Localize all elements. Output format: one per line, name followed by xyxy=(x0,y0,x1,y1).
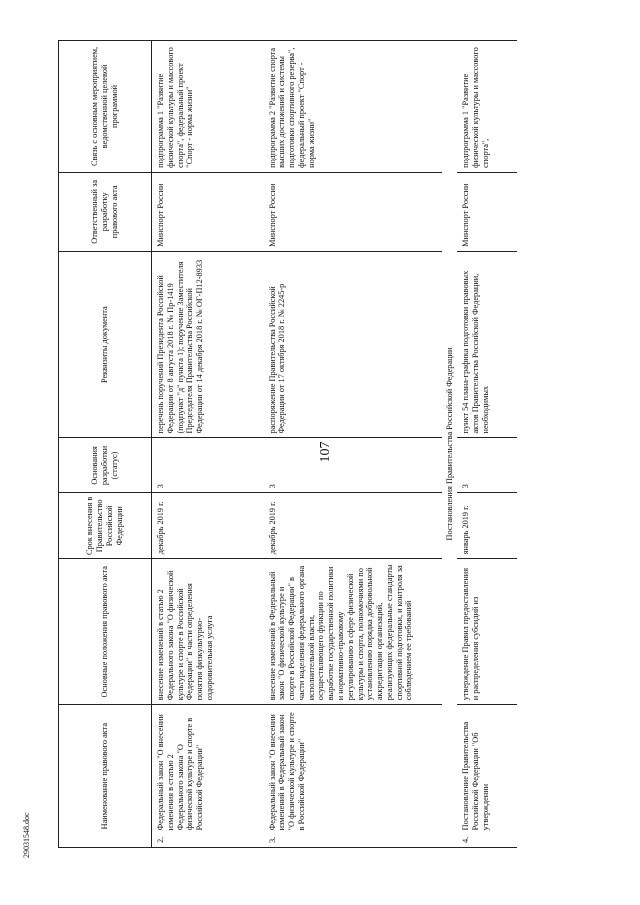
row-number: 4. xyxy=(457,834,517,847)
rotated-table-container xyxy=(58,40,606,848)
header-osnovaniya: Основания разработки (статус) xyxy=(59,438,152,493)
header-srok: Срок внесения в Правительство Российской Федерации xyxy=(59,493,152,559)
section-row xyxy=(442,41,458,848)
footer-filename: 29031548.doc xyxy=(22,812,31,858)
act-deadline: январь 2019 г. xyxy=(457,493,517,559)
act-name: Постановление Правительства Российской Федерации "Об утверждении xyxy=(457,705,517,835)
header-svyaz: Связь с основным мероприятием, ведомственной целевой программой xyxy=(59,41,152,173)
act-basis: 3 xyxy=(457,438,517,493)
page-number: 107 xyxy=(318,441,333,463)
act-provisions: внесение изменений в Федеральный закон "О физической культуре и спорте в Российской Федерации" в части наделения федерального органа исполнительной власти, осуществляющего функции по выработке государственной политики и нормативно-правовому регулированию в сфере физической культуры и спорта, полномочиями по установлению порядка добровольной аккредитации организаций, реализующих федеральные стандарты спортивной подготовки, и контроля за соблюдением ее требований xyxy=(264,559,442,705)
act-basis: 3 xyxy=(264,438,442,493)
table-row xyxy=(457,41,517,848)
act-responsible: Минспорт России xyxy=(457,172,517,251)
act-link: подпрограмма 2 "Развитие спорта высших достижений и системы подготовки спортивного резерва", федеральный проект "Спорт - норма жизни" xyxy=(264,41,442,173)
header-otvetstvenny: Ответственный за разработку правового акта xyxy=(59,172,152,251)
table-row xyxy=(152,41,264,848)
section-title: Постановления Правительства Российской Федерации xyxy=(442,41,458,848)
header-polozheniya: Основные положения правового акта xyxy=(59,559,152,705)
header-name: Наименование правового акта xyxy=(59,705,152,848)
act-requisites: перечень поручений Президента Российской Федерации от 8 августа 2018 г. № Пр-1419 (подпункт "д" пункта 1); поручение Заместителя Председателя Правительства Российской Федерации от 14 декабря 2018 г. № ОГ-П12-8933 xyxy=(152,251,264,438)
act-deadline: декабрь 2019 г. xyxy=(264,493,442,559)
row-number: 2. xyxy=(152,834,264,847)
act-requisites: пункт 54 плана-графика подготовки правовых актов Правительства Российской Федерации, необходимых xyxy=(457,251,517,438)
table-header-row xyxy=(59,41,152,848)
act-link: подпрограмма 1 "Развитие физической культуры и массового спорта", xyxy=(457,41,517,173)
act-basis: 3 xyxy=(152,438,264,493)
act-deadline: декабрь 2019 г. xyxy=(152,493,264,559)
act-link: подпрограмма 1 "Развитие физической культуры и массового спорта", федеральный проект "Спорт - норма жизни" xyxy=(152,41,264,173)
act-name: Федеральный закон "О внесении изменения в статью 2 Федерального закона "О физической культуре и спорте в Российской Федерации" xyxy=(152,705,264,835)
act-responsible: Минспорт России xyxy=(152,172,264,251)
act-provisions: внесение изменений в статью 2 Федерального закона "О физической культуре и спорте в Российской Федерации" в части определения понятия физкультурно-оздоровительная услуга xyxy=(152,559,264,705)
act-provisions: утверждение Правил предоставления и распределения субсидий из xyxy=(457,559,517,705)
row-number: 3. xyxy=(264,834,442,847)
table-row xyxy=(264,41,442,848)
act-responsible: Минспорт России xyxy=(264,172,442,251)
act-requisites: распоряжение Правительства Российской Федерации от 17 октября 2018 г. № 2245-р xyxy=(264,251,442,438)
header-rekvizity: Реквизиты документа xyxy=(59,251,152,438)
act-name: Федеральный закон "О внесении изменений в Федеральный закон "О физической культуре и спорте в Российской Федерации" xyxy=(264,705,442,835)
legal-acts-table xyxy=(58,40,517,848)
